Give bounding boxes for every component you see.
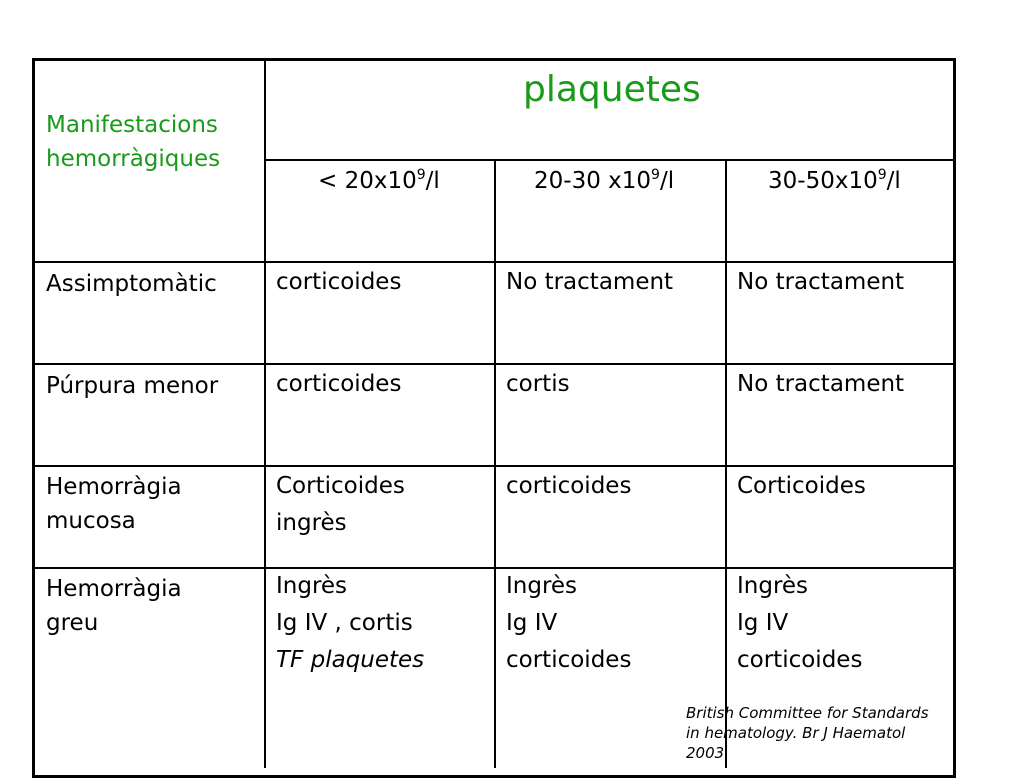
cell-line: Ig IV xyxy=(506,610,558,636)
column-header-base: 20-30 x10 xyxy=(534,168,652,194)
table-cell xyxy=(506,366,570,403)
row-label xyxy=(46,266,217,303)
cell-line: corticoides xyxy=(276,371,402,397)
row-label-line: Hemorràgia xyxy=(46,576,182,602)
table-divider xyxy=(264,159,956,161)
table-cell xyxy=(506,264,673,301)
cell-line: No tractament xyxy=(737,269,905,295)
cell-line: cortis xyxy=(506,371,570,397)
cell-line: corticoides xyxy=(737,647,863,673)
table-divider xyxy=(264,58,266,768)
column-header-exp: 9 xyxy=(416,167,426,183)
row-label xyxy=(46,368,218,405)
column-header-base: < 20x10 xyxy=(318,168,417,194)
column-header-exp: 9 xyxy=(877,167,887,183)
row-label-line: greu xyxy=(46,610,99,636)
cell-line: Ig IV , cortis xyxy=(276,610,413,636)
column-header xyxy=(318,168,440,194)
table-divider xyxy=(32,465,956,467)
cell-line: Corticoides xyxy=(737,473,866,499)
table-cell xyxy=(737,468,866,505)
table-cell xyxy=(737,264,904,301)
table-cell xyxy=(506,568,631,679)
table-divider xyxy=(32,363,956,365)
cell-line: corticoides xyxy=(506,647,632,673)
citation-line: 2003 xyxy=(686,744,725,762)
row-label xyxy=(46,572,182,640)
table-cell xyxy=(737,366,904,403)
table-cell xyxy=(737,568,862,679)
table-cell xyxy=(276,468,405,542)
cell-line: Ig IV xyxy=(737,610,789,636)
table-divider xyxy=(494,160,496,768)
cell-line: corticoides xyxy=(506,473,632,499)
column-header-unit: /l xyxy=(425,168,440,194)
column-header-base: 30-50x10 xyxy=(768,168,878,194)
cell-line: Ingrès xyxy=(737,573,809,599)
cell-line: No tractament xyxy=(737,371,905,397)
cell-line: Ingrès xyxy=(506,573,578,599)
row-label-line: Hemorràgia xyxy=(46,474,182,500)
cell-line: ingrès xyxy=(276,510,347,536)
table-cell xyxy=(276,366,401,403)
cell-line: TF plaquetes xyxy=(276,647,425,673)
corner-header xyxy=(46,108,220,176)
column-header xyxy=(534,168,674,194)
citation-line: British Committee for Standards xyxy=(686,704,929,722)
citation-line: in hematology. Br J Haematol xyxy=(686,724,906,742)
column-header-unit: /l xyxy=(659,168,675,194)
corner-header-line: Manifestacions xyxy=(46,112,218,138)
cell-line: No tractament xyxy=(506,269,674,295)
table-divider xyxy=(725,160,727,768)
table-cell xyxy=(276,264,401,301)
table-divider xyxy=(32,261,956,263)
column-header-exp: 9 xyxy=(651,167,660,183)
column-header-unit: /l xyxy=(886,168,901,194)
cell-line: Corticoides xyxy=(276,473,405,499)
table-cell xyxy=(276,568,424,679)
row-label-line: mucosa xyxy=(46,508,136,534)
column-header xyxy=(768,168,901,194)
row-label xyxy=(46,470,182,538)
row-label-line: Púrpura menor xyxy=(46,373,219,399)
cell-line: Ingrès xyxy=(276,573,348,599)
citation xyxy=(686,703,976,763)
corner-header-line: hemorràgiques xyxy=(46,146,221,172)
table-cell xyxy=(506,468,631,505)
group-header: plaquetes xyxy=(523,69,701,110)
cell-line: corticoides xyxy=(276,269,402,295)
row-label-line: Assimptomàtic xyxy=(46,271,217,297)
